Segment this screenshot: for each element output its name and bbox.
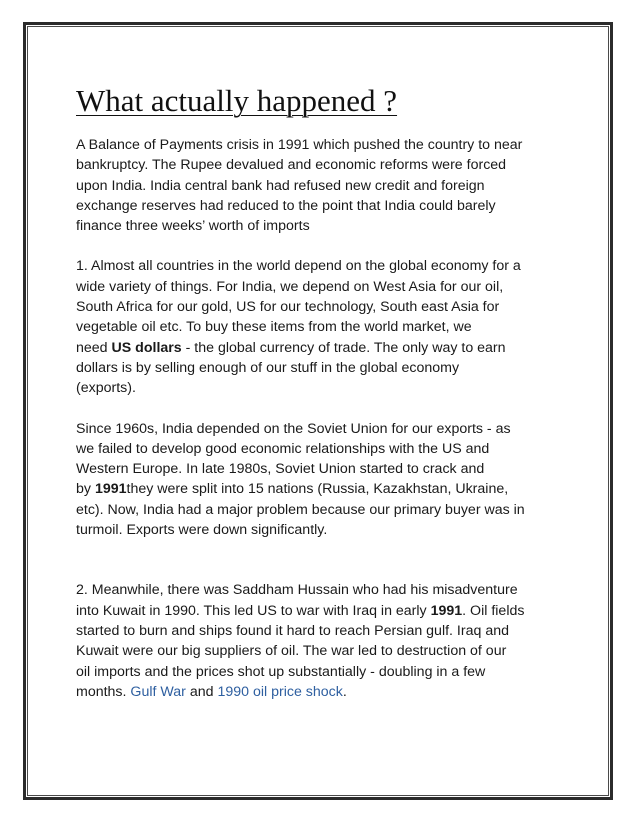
text-line: oil imports and the prices shot up substantially - doubling in a few [76,663,486,680]
bold-term-us-dollars: US dollars [111,339,182,356]
paragraph-gap [76,540,568,580]
text-fragment: - the global currency of trade. The only way to earn [181,339,506,356]
document-body [76,82,568,702]
paragraph-crisis-intro [76,135,568,236]
text-line [76,338,568,358]
text-line [76,479,568,499]
text-line: vegetable oil etc. To buy these items from the world market, we [76,319,472,336]
text-line: wide variety of things. For India, we depend on West Asia for our oil, [76,278,504,295]
text-line: finance three weeks’ worth of imports [76,218,310,235]
text-line: bankruptcy. The Rupee devalued and economic reforms were forced [76,157,507,174]
paragraph-gap [76,399,568,419]
paragraph-gulf-war [76,580,568,702]
link-1990-oil-price-shock[interactable]: 1990 oil price shock [217,683,343,700]
text-line: started to burn and ships found it hard to reach Persian gulf. Iraq and [76,622,509,639]
text-fragment: they were split into 15 nations (Russia, Kazakhstan, Ukraine, [126,481,509,498]
link-gulf-war[interactable]: Gulf War [130,683,186,700]
text-fragment: . Oil fields [462,602,525,619]
text-line: turmoil. Exports were down significantly. [76,522,328,539]
text-line: etc). Now, India had a major problem because our primary buyer was in [76,501,525,518]
text-line: South Africa for our gold, US for our technology, South east Asia for [76,299,500,316]
paragraph-gap [76,236,568,256]
text-line [76,682,568,702]
text-line: we failed to develop good economic relationships with the US and [76,440,490,457]
paragraph-soviet-union [76,419,568,541]
text-line: 2. Meanwhile, there was Saddham Hussain who had his misadventure [76,582,518,599]
text-line: upon India. India central bank had refused new credit and foreign [76,177,485,194]
page-title: What actually happened ? [76,83,398,118]
text-fragment: months. [76,683,131,700]
text-fragment: . [342,683,347,700]
text-line: 1. Almost all countries in the world depend on the global economy for a [76,258,521,275]
text-line: A Balance of Payments crisis in 1991 which pushed the country to near [76,137,523,153]
text-line: Since 1960s, India depended on the Soviet Union for our exports - as [76,420,511,437]
bold-term-1991: 1991 [430,602,463,619]
text-line: Western Europe. In late 1980s, Soviet Union started to crack and [76,461,485,478]
text-line [76,601,568,621]
text-line: Kuwait were our big suppliers of oil. The war led to destruction of our [76,643,507,660]
text-line: dollars is by selling enough of our stuff in the global economy [76,359,460,376]
text-fragment: need [76,339,112,356]
bold-term-1991: 1991 [94,481,127,498]
text-fragment: into Kuwait in 1990. This led US to war with Iraq in early [76,602,431,619]
text-line: exchange reserves had reduced to the point that India could barely [76,197,496,214]
text-line: (exports). [76,380,136,397]
text-fragment: and [185,683,218,700]
text-fragment: by [76,481,95,498]
paragraph-global-economy [76,256,568,398]
